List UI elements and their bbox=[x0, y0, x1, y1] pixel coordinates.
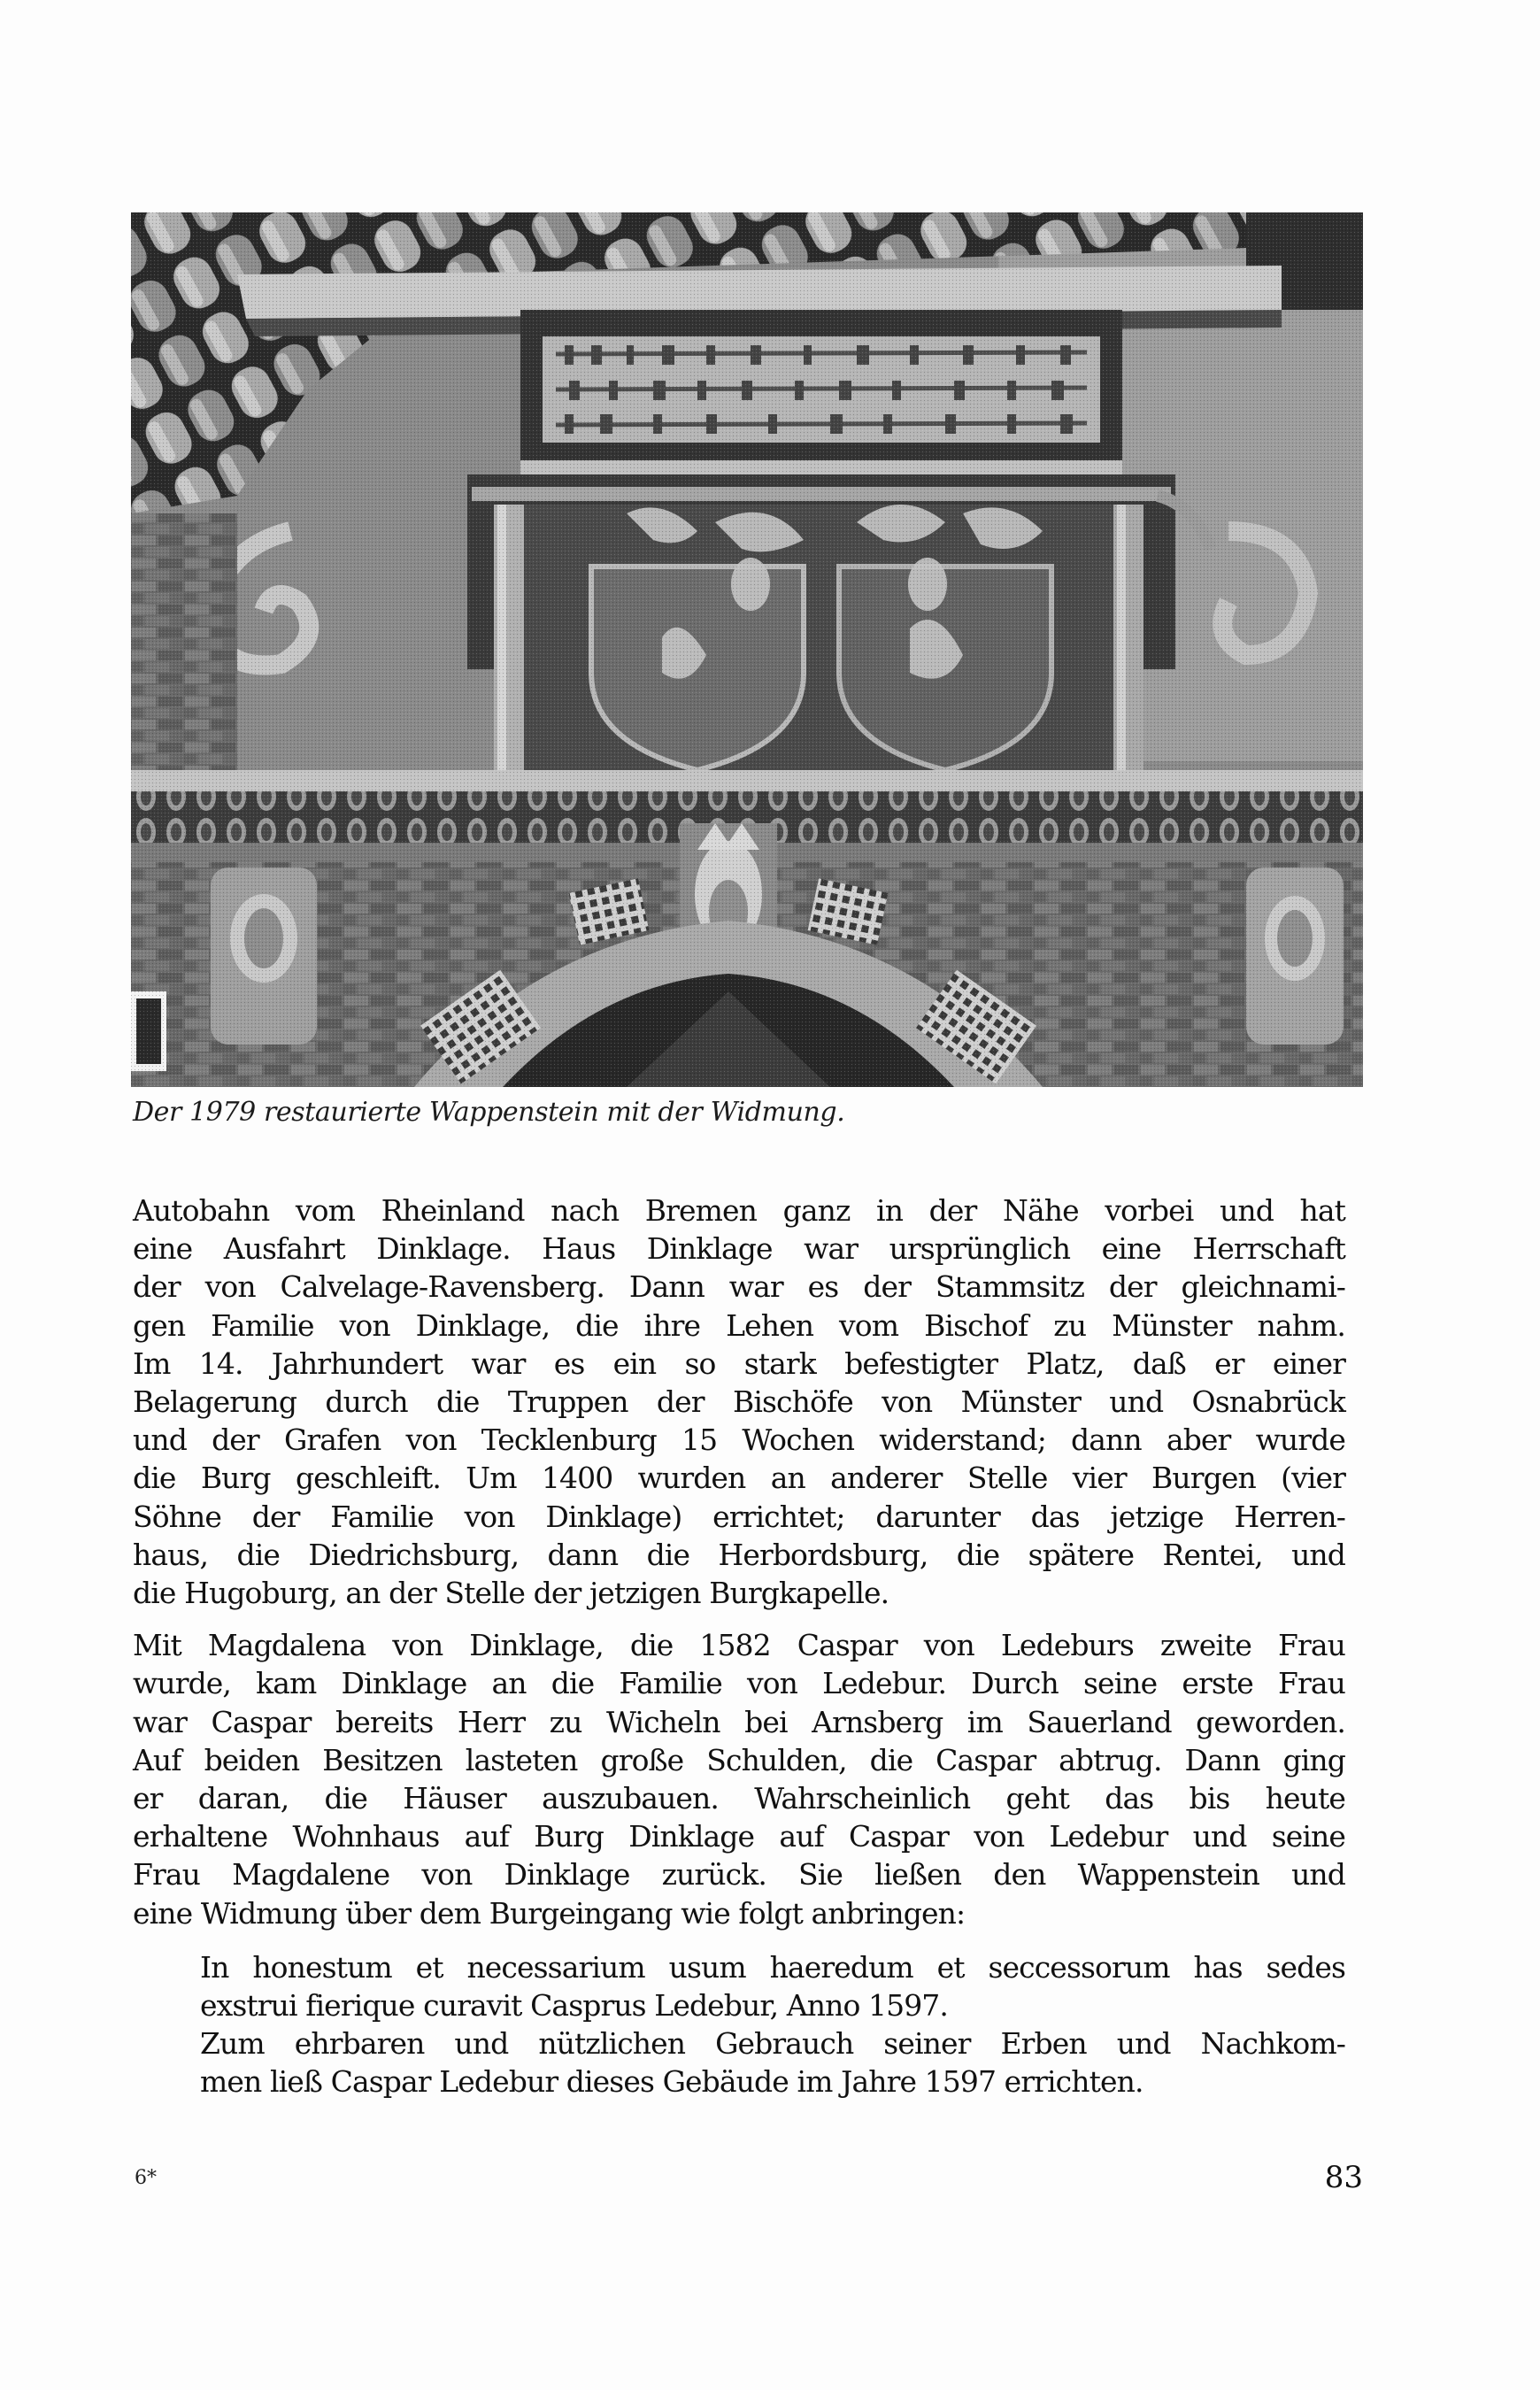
signature-mark: 6* bbox=[135, 2167, 157, 2189]
text-line: war Caspar bereits Herr zu Wicheln bei Arnsberg im Sauerland geworden. bbox=[133, 1704, 1345, 1739]
text-line: erhaltene Wohnhaus auf Burg Dinklage auf Caspar von Ledebur und seine bbox=[133, 1819, 1345, 1854]
dedication-quote bbox=[200, 1948, 1345, 2101]
paragraph-ledebur bbox=[133, 1626, 1345, 1932]
text-line: und der Grafen von Tecklenburg 15 Wochen widerstand; dann aber wurde bbox=[133, 1422, 1345, 1458]
text-line: Belagerung durch die Truppen der Bischöfe von Münster und Osnabrück bbox=[133, 1384, 1345, 1420]
text-line: die Hugoburg, an der Stelle der jetzigen Burgkapelle. bbox=[133, 1576, 889, 1611]
text-line: die Burg geschleift. Um 1400 wurden an anderer Stelle vier Burgen (vier bbox=[133, 1461, 1345, 1496]
text-line: Auf beiden Besitzen lasteten große Schulden, die Caspar abtrug. Dann ging bbox=[133, 1742, 1345, 1777]
latin-inscription-line: exstrui fierique curavit Casprus Ledebur, Anno 1597. bbox=[200, 1988, 948, 2024]
text-line: gen Familie von Dinklage, die ihre Lehen vom Bischof zu Münster nahm. bbox=[133, 1307, 1345, 1343]
german-translation-line: men ließ Caspar Ledebur dieses Gebäude im Jahre 1597 errichten. bbox=[200, 2064, 1143, 2100]
text-line: der von Calvelage-Ravensberg. Dann war es der Stammsitz der gleichnami- bbox=[133, 1269, 1345, 1305]
body-text bbox=[133, 1191, 1345, 2101]
paragraph-history bbox=[133, 1191, 1345, 1612]
text-line: Söhne der Familie von Dinklage) errichtet; darunter das jetzige Herren- bbox=[133, 1499, 1345, 1534]
text-line: Mit Magdalena von Dinklage, die 1582 Caspar von Ledeburs zweite Frau bbox=[133, 1628, 1345, 1663]
text-line: haus, die Diedrichsburg, dann die Herbordsburg, die spätere Rentei, und bbox=[133, 1537, 1345, 1572]
latin-inscription-line: In honestum et necessarium usum haeredum et seccessorum has sedes bbox=[200, 1949, 1345, 1985]
photo-illustration bbox=[131, 212, 1363, 1087]
text-line: wurde, kam Dinklage an die Familie von Ledebur. Durch seine erste Frau bbox=[133, 1666, 1345, 1701]
text-line: Autobahn vom Rheinland nach Bremen ganz in der Nähe vorbei und hat bbox=[133, 1193, 1345, 1228]
text-line: Frau Magdalene von Dinklage zurück. Sie ließen den Wappenstein und bbox=[133, 1857, 1345, 1893]
text-line: Im 14. Jahrhundert war es ein so stark befestigter Platz, daß er einer bbox=[133, 1345, 1345, 1381]
text-line: eine Ausfahrt Dinklage. Haus Dinklage war ursprünglich eine Herrschaft bbox=[133, 1231, 1345, 1267]
text-line: eine Widmung über dem Burgeingang wie folgt anbringen: bbox=[133, 1895, 966, 1931]
wappenstein-photo bbox=[131, 212, 1363, 1087]
german-translation-line: Zum ehrbaren und nützlichen Gebrauch seiner Erben und Nachkom- bbox=[200, 2026, 1345, 2062]
page-number: 83 bbox=[1324, 2160, 1363, 2195]
figure-caption: Der 1979 restaurierte Wappenstein mit der Widmung. bbox=[133, 1097, 845, 1128]
text-line: er daran, die Häuser auszubauen. Wahrscheinlich geht das bis heute bbox=[133, 1781, 1345, 1816]
